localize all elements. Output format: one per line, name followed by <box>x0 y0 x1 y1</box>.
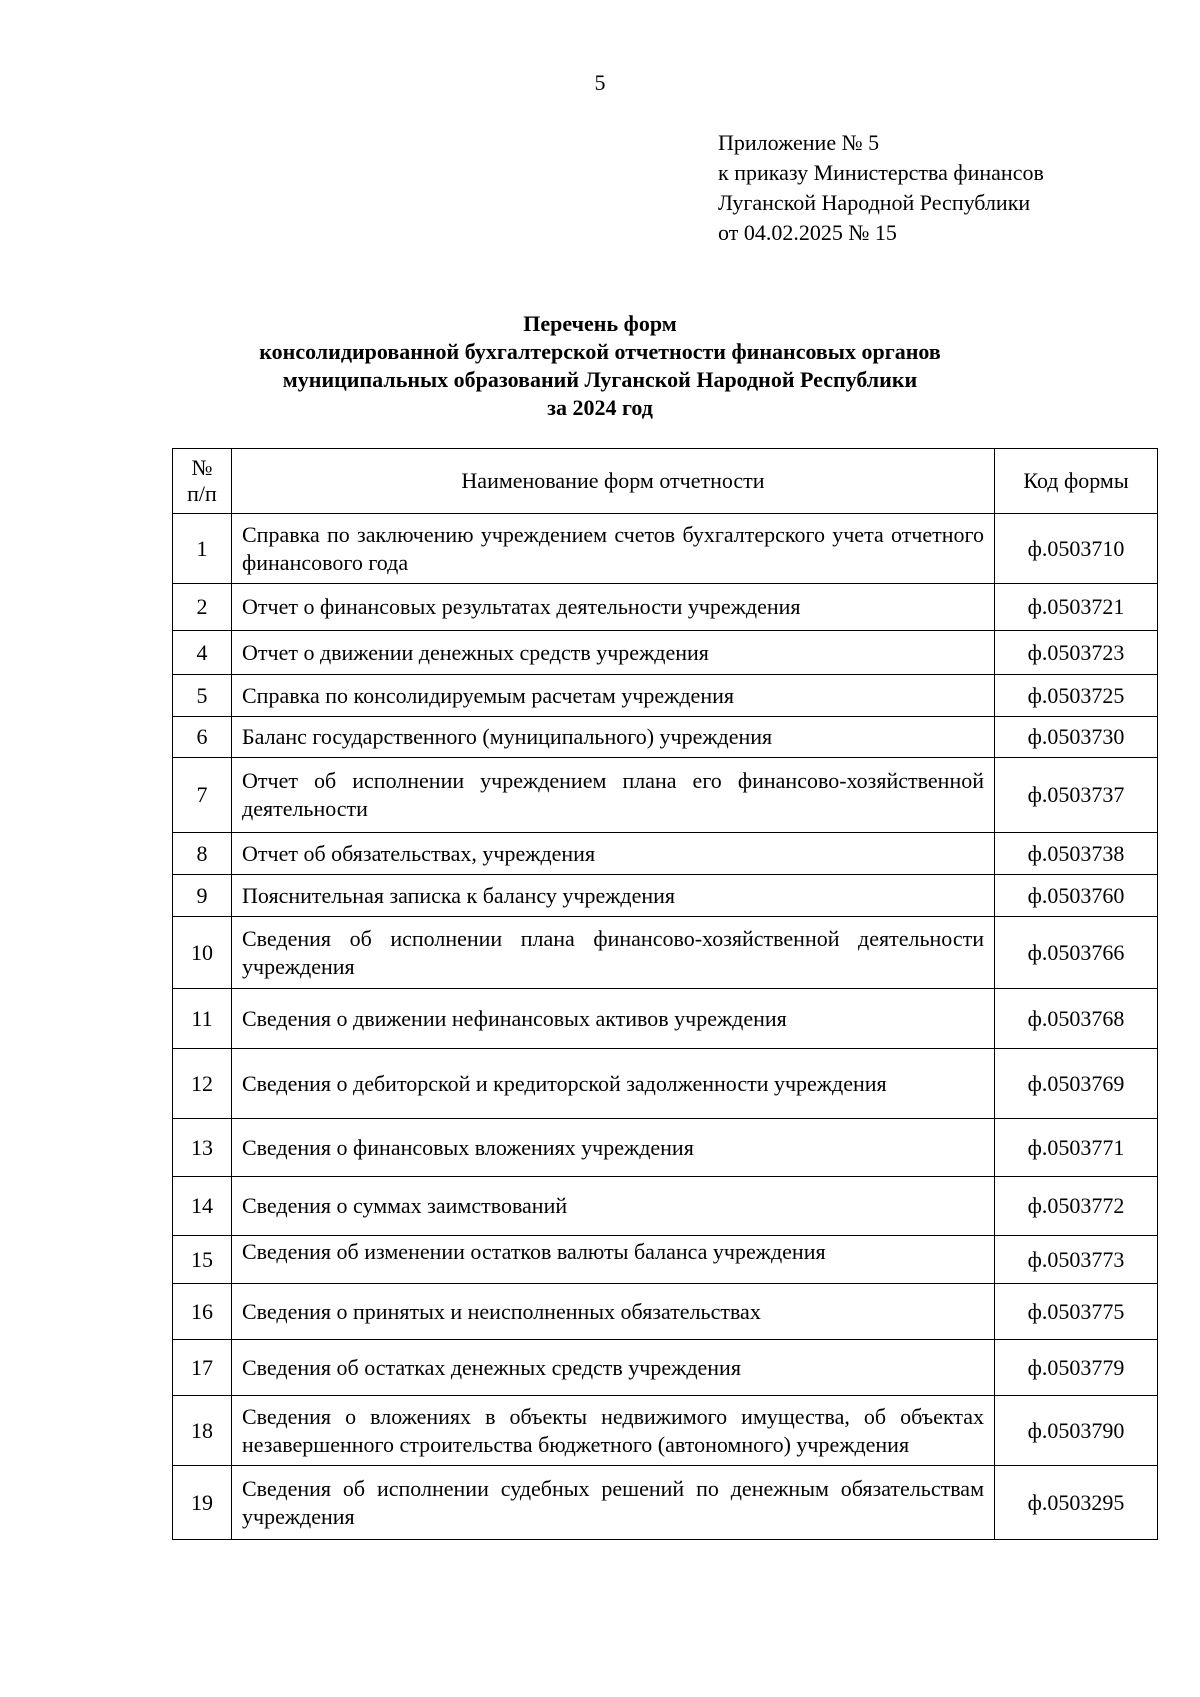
row-code: ф.0503779 <box>995 1340 1158 1396</box>
document-title <box>0 310 1200 422</box>
table-row <box>173 514 1158 584</box>
row-code: ф.0503771 <box>995 1119 1158 1177</box>
row-number: 13 <box>173 1119 232 1177</box>
row-code: ф.0503710 <box>995 514 1158 584</box>
row-name: Сведения о дебиторской и кредиторской задолженности учреждения <box>232 1049 995 1119</box>
row-number: 5 <box>173 675 232 717</box>
table-row <box>173 631 1158 675</box>
row-name: Справка по заключению учреждением счетов бухгалтерского учета отчетного финансового года <box>232 514 995 584</box>
table-row <box>173 675 1158 717</box>
row-number: 2 <box>173 584 232 631</box>
table-row <box>173 1236 1158 1284</box>
row-code: ф.0503721 <box>995 584 1158 631</box>
row-name: Сведения о вложениях в объекты недвижимого имущества, об объектах незавершенного строительства бюджетного (автономного) учреждения <box>242 1403 984 1457</box>
row-code: ф.0503769 <box>995 1049 1158 1119</box>
header-number <box>173 449 232 514</box>
header-code: Код формы <box>995 449 1158 514</box>
table-row <box>173 758 1158 833</box>
row-name: Пояснительная записка к балансу учреждения <box>232 875 995 917</box>
row-number: 14 <box>173 1177 232 1236</box>
row-code: ф.0503725 <box>995 675 1158 717</box>
table-row <box>173 1177 1158 1236</box>
row-number: 15 <box>173 1236 232 1284</box>
header-name: Наименование форм отчетности <box>232 449 995 514</box>
row-number: 11 <box>173 989 232 1049</box>
row-code: ф.0503766 <box>995 917 1158 989</box>
page-number: 5 <box>594 70 606 95</box>
row-number: 6 <box>173 717 232 758</box>
row-number: 10 <box>173 917 232 989</box>
row-name: Отчет о финансовых результатах деятельности учреждения <box>232 584 995 631</box>
row-code: ф.0503737 <box>995 758 1158 833</box>
title-line: за 2024 год <box>547 395 653 420</box>
table-row <box>173 917 1158 989</box>
row-number: 18 <box>173 1396 232 1466</box>
row-name: Отчет о движении денежных средств учреждения <box>232 631 995 675</box>
table-row <box>173 1049 1158 1119</box>
table-header-row <box>173 449 1158 514</box>
table-row <box>173 1396 1158 1466</box>
appendix-line: к приказу Министерства финансов <box>718 160 1044 185</box>
row-name: Сведения об изменении остатков валюты баланса учреждения <box>232 1236 995 1284</box>
row-code: ф.0503730 <box>995 717 1158 758</box>
appendix-block <box>718 128 1044 248</box>
row-code: ф.0503772 <box>995 1177 1158 1236</box>
title-line: консолидированной бухгалтерской отчетности финансовых органов <box>259 339 941 364</box>
row-code: ф.0503790 <box>995 1396 1158 1466</box>
row-number: 9 <box>173 875 232 917</box>
forms-table <box>172 448 1158 1540</box>
row-number: 4 <box>173 631 232 675</box>
appendix-line: от 04.02.2025 № 15 <box>718 220 897 245</box>
row-number: 1 <box>173 514 232 584</box>
appendix-line: Луганской Народной Республики <box>718 190 1031 215</box>
row-number: 7 <box>173 758 232 833</box>
title-line: Перечень форм <box>523 311 677 336</box>
row-number: 12 <box>173 1049 232 1119</box>
row-name: Сведения об исполнении плана финансово-хозяйственной деятельности учреждения <box>232 917 995 989</box>
row-number: 8 <box>173 833 232 875</box>
row-name: Справка по консолидируемым расчетам учреждения <box>232 675 995 717</box>
row-number: 19 <box>173 1466 232 1540</box>
row-code: ф.0503773 <box>995 1236 1158 1284</box>
table-row <box>173 989 1158 1049</box>
row-code: ф.0503738 <box>995 833 1158 875</box>
table-row <box>173 1284 1158 1340</box>
row-name: Сведения о суммах заимствований <box>232 1177 995 1236</box>
row-code: ф.0503723 <box>995 631 1158 675</box>
row-name: Сведения об исполнении судебных решений по денежным обязательствам учреждения <box>232 1466 995 1540</box>
row-name: Отчет об исполнении учреждением плана его финансово-хозяйственной деятельности <box>232 758 995 833</box>
row-name: Сведения об остатках денежных средств учреждения <box>232 1340 995 1396</box>
table-row <box>173 1119 1158 1177</box>
row-name: Сведения о принятых и неисполненных обязательствах <box>232 1284 995 1340</box>
table-row <box>173 1466 1158 1540</box>
header-number-line: № <box>191 455 213 480</box>
table-row <box>173 584 1158 631</box>
appendix-line: Приложение № 5 <box>718 130 880 155</box>
row-name-cell <box>232 1396 995 1466</box>
row-code: ф.0503295 <box>995 1466 1158 1540</box>
table-row <box>173 717 1158 758</box>
table-row <box>173 1340 1158 1396</box>
table-row <box>173 833 1158 875</box>
row-code: ф.0503775 <box>995 1284 1158 1340</box>
row-code: ф.0503768 <box>995 989 1158 1049</box>
row-name: Баланс государственного (муниципального) учреждения <box>232 717 995 758</box>
row-number: 16 <box>173 1284 232 1340</box>
header-number-line: п/п <box>187 481 217 506</box>
row-name: Отчет об обязательствах, учреждения <box>232 833 995 875</box>
row-code: ф.0503760 <box>995 875 1158 917</box>
row-name: Сведения о финансовых вложениях учреждения <box>232 1119 995 1177</box>
title-line: муниципальных образований Луганской Народной Республики <box>282 367 918 392</box>
table-row <box>173 875 1158 917</box>
row-number: 17 <box>173 1340 232 1396</box>
row-name: Сведения о движении нефинансовых активов учреждения <box>232 989 995 1049</box>
